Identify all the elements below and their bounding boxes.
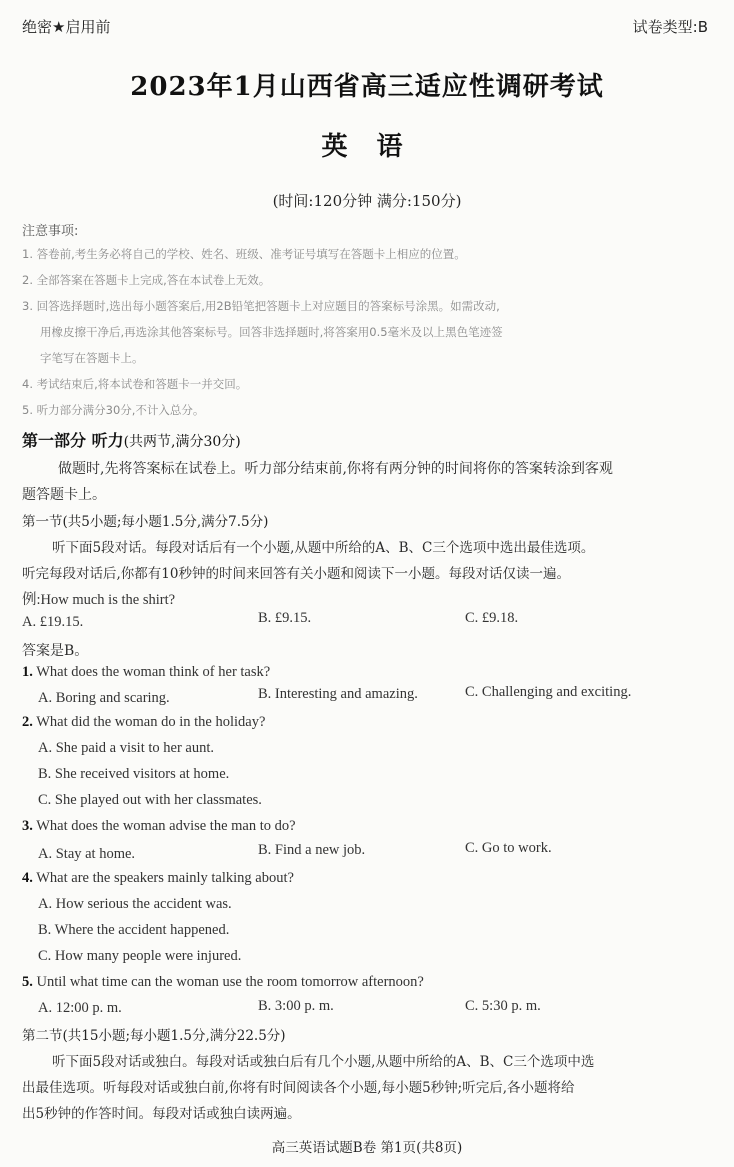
notice-heading: 注意事项: bbox=[22, 224, 79, 239]
page-footer: 高三英语试题B卷 第1页(共8页) bbox=[271, 1140, 463, 1156]
question-number: 5. bbox=[22, 974, 33, 990]
example-option-a: A. £19.15. bbox=[22, 614, 84, 630]
notice-item: 4. 考试结束后,将本试卷和答题卡一并交回。 bbox=[22, 377, 248, 391]
example-answer: 答案是B。 bbox=[22, 643, 89, 659]
question-text: What does the woman think of her task? bbox=[36, 664, 271, 680]
q2-option-c: C. She played out with her classmates. bbox=[38, 792, 262, 808]
notice-item: 1. 答卷前,考生务必将自己的学校、姓名、班级、准考证号填写在答题卡上相应的位置。 bbox=[22, 247, 466, 261]
q5-option-a: A. 12:00 p. m. bbox=[38, 1000, 122, 1016]
part1-heading-sub: (共两节,满分30分) bbox=[123, 434, 241, 450]
q1-option-b: B. Interesting and amazing. bbox=[258, 686, 418, 702]
paper-type-label: 试卷类型:B bbox=[632, 18, 708, 36]
exam-title: 2023年1月山西省高三适应性调研考试 bbox=[130, 72, 604, 102]
example-option-b: B. £9.15. bbox=[258, 610, 312, 626]
q4-option-a: A. How serious the accident was. bbox=[38, 896, 232, 912]
q1-option-a: A. Boring and scaring. bbox=[38, 690, 170, 706]
question-2 bbox=[22, 714, 265, 731]
q4-option-c: C. How many people were injured. bbox=[38, 948, 242, 964]
question-text: What does the woman advise the man to do? bbox=[36, 818, 296, 834]
q2-option-a: A. She paid a visit to her aunt. bbox=[38, 740, 214, 756]
example-question: 例:How much is the shirt? bbox=[22, 592, 176, 608]
notice-item: 用橡皮擦干净后,再选涂其他答案标号。回答非选择题时,将答案用0.5毫米及以上黑色笔迹签 bbox=[40, 325, 503, 339]
question-number: 4. bbox=[22, 870, 33, 886]
question-5 bbox=[22, 974, 424, 991]
section2-instr-line: 出5秒钟的作答时间。每段对话或独白读两遍。 bbox=[22, 1106, 301, 1122]
section1-heading: 第一节(共5小题;每小题1.5分,满分7.5分) bbox=[22, 514, 269, 530]
question-text: What are the speakers mainly talking about? bbox=[36, 870, 294, 886]
section2-heading: 第二节(共15小题;每小题1.5分,满分22.5分) bbox=[22, 1028, 286, 1044]
q3-option-c: C. Go to work. bbox=[465, 840, 552, 856]
section2-instr-line: 出最佳选项。听每段对话或独白前,你将有时间阅读各个小题,每小题5秒钟;听完后,各小题将给 bbox=[22, 1080, 575, 1096]
question-number: 1. bbox=[22, 664, 33, 680]
question-number: 2. bbox=[22, 714, 33, 730]
confidential-label: 绝密★启用前 bbox=[22, 18, 111, 36]
section1-instr-line: 听下面5段对话。每段对话后有一个小题,从题中所给的A、B、C三个选项中选出最佳选项。 bbox=[52, 540, 595, 556]
question-1 bbox=[22, 664, 270, 681]
notice-item: 字笔写在答题卡上。 bbox=[40, 351, 144, 365]
q4-option-b: B. Where the accident happened. bbox=[38, 922, 230, 938]
exam-meta: (时间:120分钟 满分:150分) bbox=[272, 192, 462, 210]
question-3 bbox=[22, 818, 296, 835]
q5-option-b: B. 3:00 p. m. bbox=[258, 998, 334, 1014]
q5-option-c: C. 5:30 p. m. bbox=[465, 998, 541, 1014]
question-number: 3. bbox=[22, 818, 33, 834]
part1-intro-line: 题答题卡上。 bbox=[22, 487, 106, 503]
section1-instr-line: 听完每段对话后,你都有10秒钟的时间来回答有关小题和阅读下一小题。每段对话仅读一遍。 bbox=[22, 566, 570, 582]
question-text: What did the woman do in the holiday? bbox=[36, 714, 266, 730]
notice-item: 5. 听力部分满分30分,不计入总分。 bbox=[22, 403, 205, 417]
part1-heading bbox=[22, 428, 241, 451]
q3-option-a: A. Stay at home. bbox=[38, 846, 136, 862]
q2-option-b: B. She received visitors at home. bbox=[38, 766, 230, 782]
part1-heading-text: 第一部分 听力 bbox=[22, 431, 124, 450]
part1-intro-line: 做题时,先将答案标在试卷上。听力部分结束前,你将有两分钟的时间将你的答案转涂到客观 bbox=[58, 461, 613, 477]
notice-item: 3. 回答选择题时,选出每小题答案后,用2B铅笔把答题卡上对应题目的答案标号涂黑。如需改动, bbox=[22, 299, 500, 313]
section2-instr-line: 听下面5段对话或独白。每段对话或独白后有几个小题,从题中所给的A、B、C三个选项中选 bbox=[52, 1054, 595, 1070]
q1-option-c: C. Challenging and exciting. bbox=[465, 684, 632, 700]
notice-item: 2. 全部答案在答题卡上完成,答在本试卷上无效。 bbox=[22, 273, 271, 287]
example-option-c: C. £9.18. bbox=[465, 610, 519, 626]
q3-option-b: B. Find a new job. bbox=[258, 842, 366, 858]
question-4 bbox=[22, 870, 294, 887]
subject-title: 英 语 bbox=[321, 132, 413, 162]
question-text: Until what time can the woman use the room tomorrow afternoon? bbox=[36, 974, 424, 990]
